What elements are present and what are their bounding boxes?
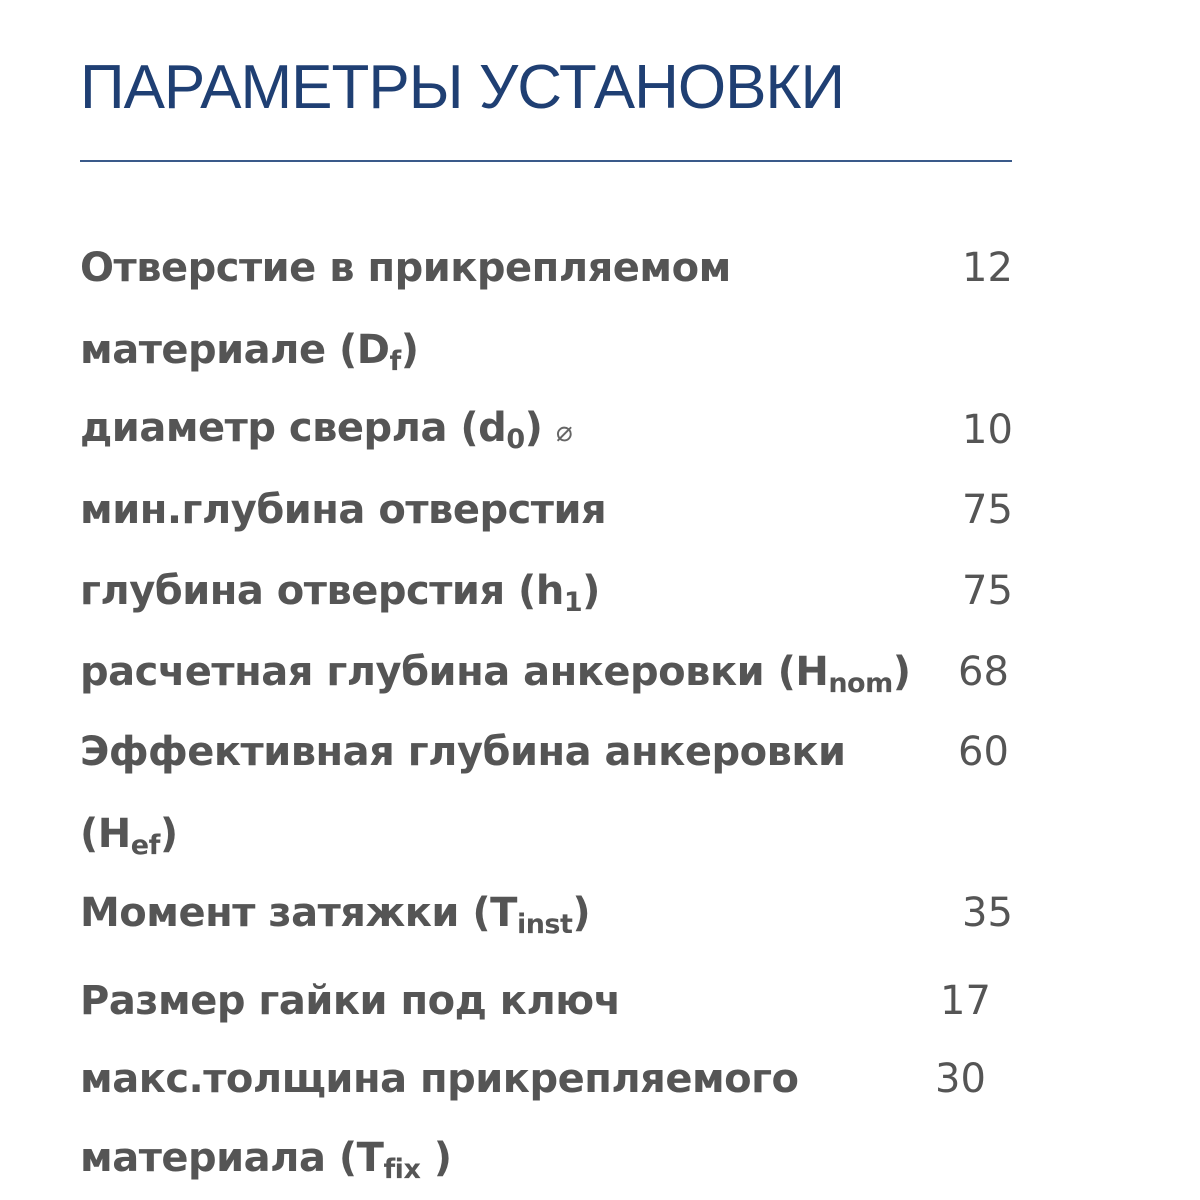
title-divider: [80, 160, 1012, 162]
param-min-hole-depth-value: 75: [962, 487, 1013, 533]
param-wrench-size-value: 17: [940, 978, 991, 1024]
param-effective-embedment-label-cont: $(H_{ef})$: [80, 811, 178, 861]
param-max-fixture-thickness-label-cont: материала ($T_{fix}$ ): [80, 1135, 452, 1185]
param-torque-value: 35: [962, 890, 1013, 936]
diameter-symbol-icon: ⌀: [555, 415, 573, 448]
param-hole-diameter-value: 12: [962, 245, 1013, 291]
param-hole-diameter-label: Отверстие в прикрепляемом: [80, 245, 731, 291]
param-nominal-embedment-value: 68: [958, 649, 1009, 695]
param-min-hole-depth-label: мин.глубина отверстия: [80, 487, 607, 533]
param-max-fixture-thickness-label: макс.толщина прикрепляемого: [80, 1056, 799, 1102]
page-title: ПАРАМЕТРЫ УСТАНОВКИ: [80, 53, 845, 122]
param-hole-diameter-label-cont: материале $(D_f)$: [80, 327, 419, 377]
param-hole-depth-label: глубина отверстия $(h_1)$: [80, 568, 600, 618]
param-torque-label: Момент затяжки $(T_{inst})$: [80, 890, 591, 940]
param-nominal-embedment-label: расчетная глубина анкеровки $(H_{nom})$: [80, 649, 911, 699]
param-drill-diameter-label: диаметр сверла $(d_0)$ ⌀: [80, 405, 573, 455]
param-max-fixture-thickness-value: 30: [935, 1056, 986, 1102]
param-hole-depth-value: 75: [962, 568, 1013, 614]
param-wrench-size-label: Размер гайки под ключ: [80, 978, 621, 1024]
param-effective-embedment-value: 60: [958, 729, 1009, 775]
param-drill-diameter-value: 10: [962, 407, 1013, 453]
param-effective-embedment-label: Эффективная глубина анкеровки: [80, 729, 846, 775]
